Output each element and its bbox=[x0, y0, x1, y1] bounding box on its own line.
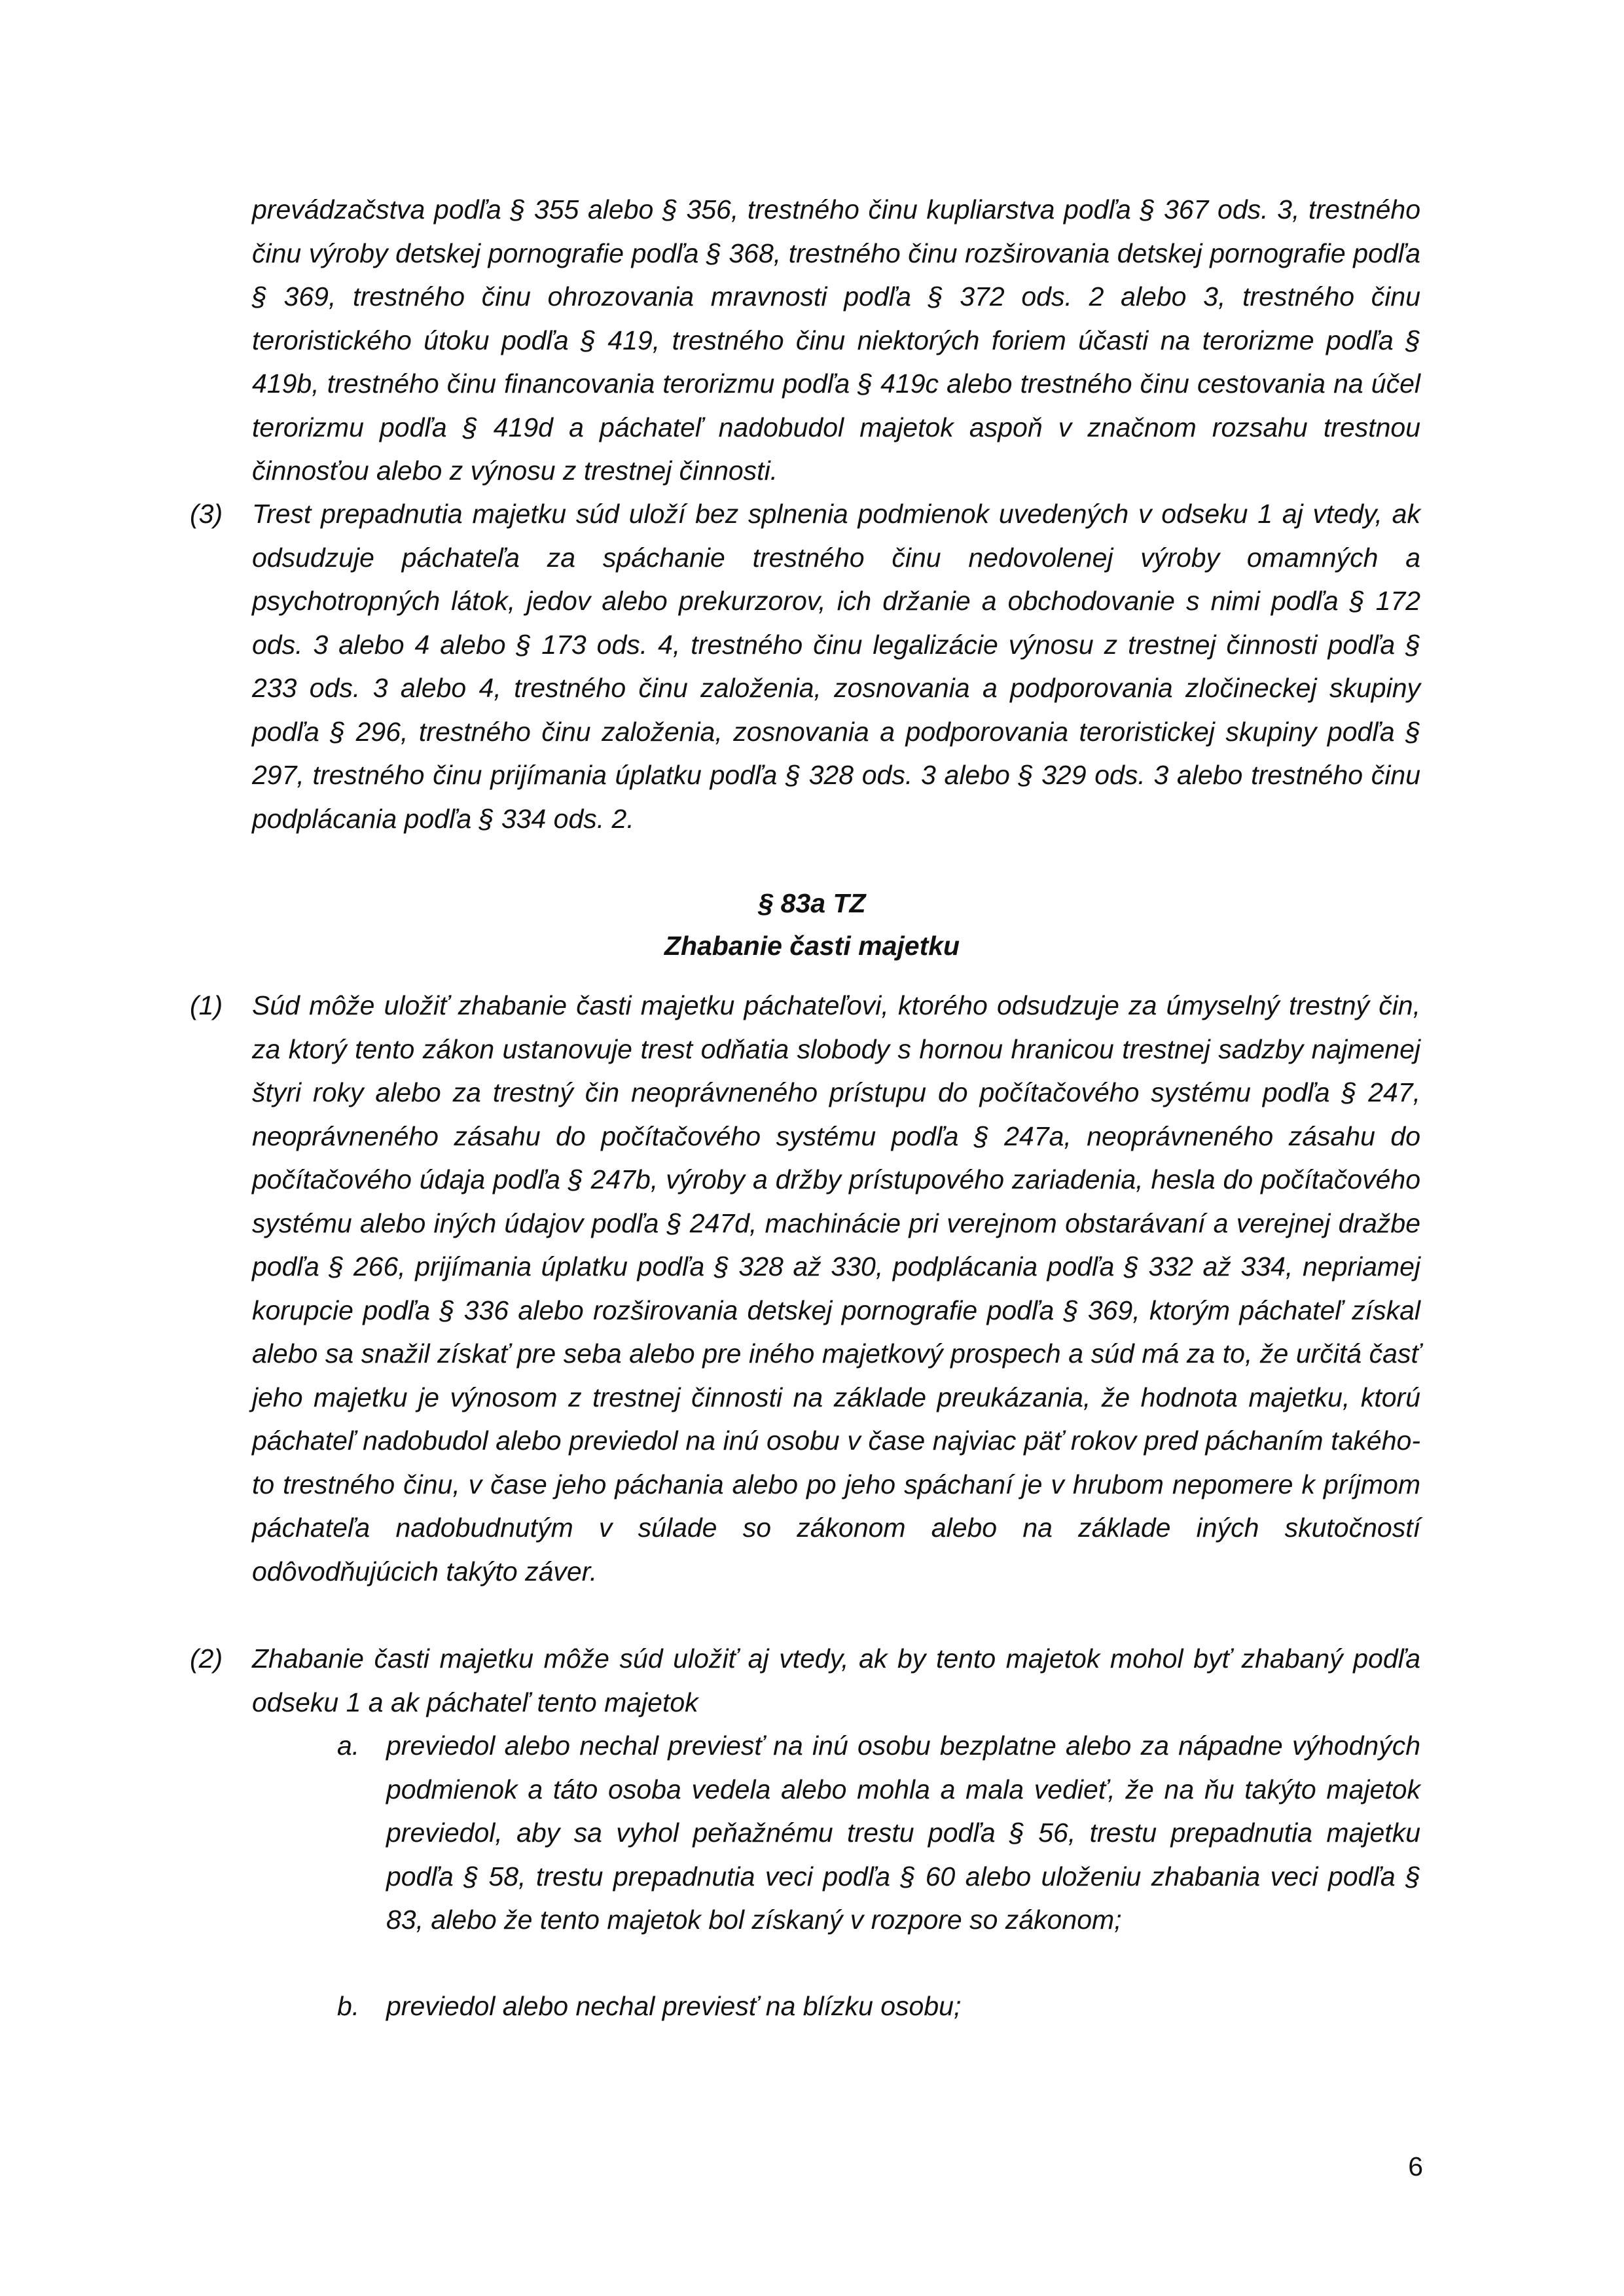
list-item-text: previedol alebo nechal previesť na inú osobu bezplatne alebo za nápadne výhodných podmienok a táto osoba vedela alebo mohla a mala vedieť, že na ňu takýto majetok previedol, aby sa vyhol peňažnému trestu podľa § 56, trestu prepadnutia majetku podľa § 58, trestu prepadnutia veci podľa § 60 alebo uloženiu zhabania veci podľa § 83, alebo že tento majetok bol získaný v rozpore so zákonom; bbox=[386, 1731, 1420, 1935]
continuation-paragraph bbox=[252, 188, 1420, 493]
section-paragraph-2 bbox=[190, 1637, 1420, 1724]
list-item-b bbox=[337, 1984, 1420, 2028]
page-number: 6 bbox=[1408, 2151, 1423, 2181]
paragraph-text: Trest prepadnutia majetku súd uloží bez splnenia podmienok uvedených v odseku 1 aj vtedy, ak odsudzuje páchateľa za spáchanie trestného činu nedovolenej výroby omamných a psychotropných látok, jedov alebo prekurzorov, ich držanie a obchodovanie s nimi podľa § 172 ods. 3 alebo 4 alebo § 173 ods. 4, trestného činu legalizácie výnosu z trestnej činnosti podľa § 233 ods. 3 alebo 4, trestného činu založenia, zosnovania a podporovania zločineckej skupiny podľa § 296, trestného činu založenia, zosnovania a podporovania teroristickej skupiny podľa § 297, trestného činu prijímania úplatku podľa § 328 ods. 3 alebo § 329 ods. 3 alebo trestného činu podplácania podľa § 334 ods. 2. bbox=[252, 499, 1420, 834]
section-paragraph-1 bbox=[190, 984, 1420, 1593]
section-number: § 83a TZ bbox=[758, 888, 866, 918]
paragraph-number: (3) bbox=[190, 499, 223, 529]
section-title: Zhabanie časti majetku bbox=[664, 931, 960, 961]
continuation-text: prevádzačstva podľa § 355 alebo § 356, trestného činu kupliarstva podľa § 367 ods. 3, trestného činu výroby detskej pornografie podľa § 368, trestného činu rozširovania detskej pornografie podľa § 369, trestného činu ohrozovania mravnosti podľa § 372 ods. 2 alebo 3, trestného činu teroristického útoku podľa § 419, trestného činu niektorých foriem účasti na terorizme podľa § 419b, trestného činu financovania terorizmu podľa § 419c alebo trestného činu cestovania na účel terorizmu podľa § 419d a páchateľ nadobudol majetok aspoň v značnom rozsahu trestnou činnosťou alebo z výnosu z trestnej činnosti. bbox=[252, 194, 1420, 486]
list-item-letter: a. bbox=[337, 1731, 360, 1761]
list-item-text: previedol alebo nechal previesť na blízku osobu; bbox=[386, 1991, 962, 2021]
paragraph-text: Zhabanie časti majetku môže súd uložiť aj vtedy, ak by tento majetok mohol byť zhabaný podľa odseku 1 a ak páchateľ tento majetok bbox=[252, 1643, 1420, 1717]
paragraph-text: Súd môže uložiť zhabanie časti majetku páchateľovi, ktorého odsudzuje za úmyselný trestný čin, za ktorý tento zákon ustanovuje trest odňatia slobody s hornou hranicou trestnej sadzby najmenej štyri roky alebo za trestný čin neoprávneného prístupu do počítačového systému podľa § 247, neoprávneného zásahu do počítačového systému podľa § 247a, neoprávneného zásahu do počítačového údaja podľa § 247b, výroby a držby prístupového zariadenia, hesla do počítačového systému alebo iných údajov podľa § 247d, machinácie pri verejnom obstarávaní a verejnej dražbe podľa § 266, prijímania úplatku podľa § 328 až 330, podplácania podľa § 332 až 334, nepriamej korupcie podľa § 336 alebo rozširovania detskej pornografie podľa § 369, ktorým páchateľ získal alebo sa snažil získať pre seba alebo pre iného majetkový prospech a súd má za to, že určitá časť jeho majetku je výnosom z trestnej činnosti na základe preukázania, že hodnota majetku, ktorú páchateľ nadobudol alebo previedol na inú osobu v čase najviac päť rokov pred páchaním takéhoto trestného činu, v čase jeho páchania alebo po jeho spáchaní je v hrubom nepomere k príjmom páchateľa nadobudnutým v súlade so zákonom alebo na základe iných skutočností odôvodňujúcich takýto záver. bbox=[252, 990, 1420, 1587]
paragraph-number: (1) bbox=[190, 990, 223, 1020]
list-item-a bbox=[337, 1724, 1420, 1942]
list-item-letter: b. bbox=[337, 1991, 360, 2021]
paragraph-number: (2) bbox=[190, 1643, 223, 1674]
paragraph-3 bbox=[190, 492, 1420, 840]
